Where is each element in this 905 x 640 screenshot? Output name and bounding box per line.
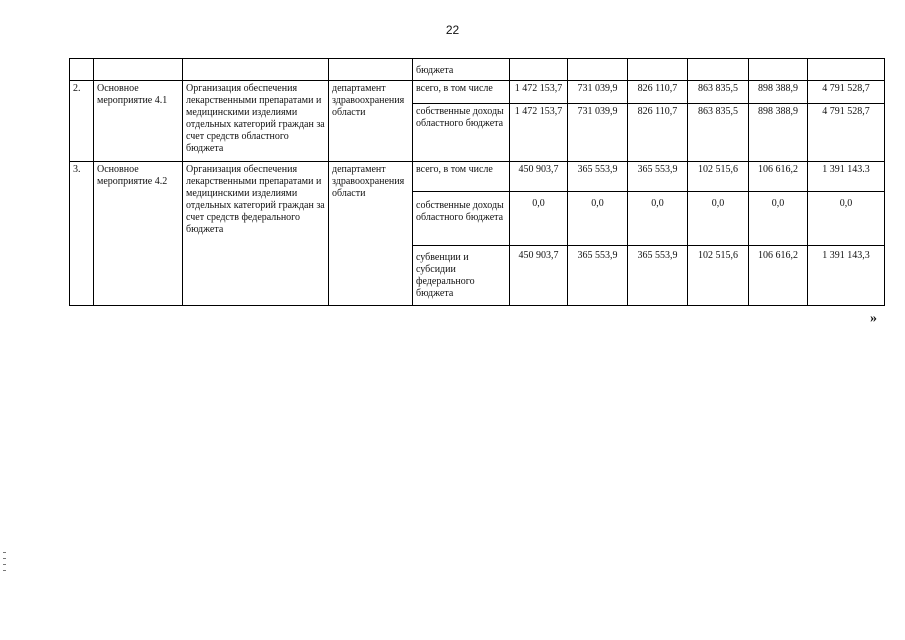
value-cell: 4 791 528,7 xyxy=(808,81,885,104)
measure-name: Основное мероприятие 4.2 xyxy=(94,162,183,306)
value-cell: 0,0 xyxy=(749,192,808,246)
table-row xyxy=(70,81,885,104)
value-cell: 731 039,9 xyxy=(568,81,628,104)
source-cell: собственные доходы областного бюджета xyxy=(413,104,510,162)
value-cell: 1 391 143,3 xyxy=(808,246,885,306)
value-cell: 0,0 xyxy=(808,192,885,246)
scan-margin-marks xyxy=(3,552,6,578)
row-index: 3. xyxy=(70,162,94,306)
value-cell: 0,0 xyxy=(510,192,568,246)
row-index: 2. xyxy=(70,81,94,162)
source-cell: субвенции и субсидии федерального бюджета xyxy=(413,246,510,306)
value-cell: 450 903,7 xyxy=(510,246,568,306)
executor: департамент здравоохранения области xyxy=(329,162,413,306)
value-cell: 365 553,9 xyxy=(628,246,688,306)
table-row-continuation xyxy=(70,59,885,81)
value-cell: 365 553,9 xyxy=(568,162,628,192)
source-cell: бюджета xyxy=(413,59,510,81)
value-cell: 102 515,6 xyxy=(688,246,749,306)
measure-description: Организация обеспечения лекарственными препаратами и медицинскими изделиями отдельных категорий граждан за счет средств областного бюджета xyxy=(183,81,329,162)
value-cell: 826 110,7 xyxy=(628,81,688,104)
value-cell: 0,0 xyxy=(628,192,688,246)
value-cell: 102 515,6 xyxy=(688,162,749,192)
value-cell: 106 616,2 xyxy=(749,162,808,192)
value-cell: 898 388,9 xyxy=(749,104,808,162)
value-cell: 4 791 528,7 xyxy=(808,104,885,162)
value-cell: 1 472 153,7 xyxy=(510,104,568,162)
value-cell: 0,0 xyxy=(688,192,749,246)
executor: департамент здравоохранения области xyxy=(329,81,413,162)
value-cell: 365 553,9 xyxy=(628,162,688,192)
value-cell: 1 472 153,7 xyxy=(510,81,568,104)
value-cell: 863 835,5 xyxy=(688,104,749,162)
closing-quote-mark: » xyxy=(870,311,877,326)
value-cell: 106 616,2 xyxy=(749,246,808,306)
value-cell: 826 110,7 xyxy=(628,104,688,162)
value-cell: 365 553,9 xyxy=(568,246,628,306)
value-cell: 863 835,5 xyxy=(688,81,749,104)
value-cell: 0,0 xyxy=(568,192,628,246)
measure-description: Организация обеспечения лекарственными препаратами и медицинскими изделиями отдельных категорий граждан за счет средств федерального бюджета xyxy=(183,162,329,306)
source-cell: всего, в том числе xyxy=(413,162,510,192)
measure-name: Основное мероприятие 4.1 xyxy=(94,81,183,162)
source-cell: собственные доходы областного бюджета xyxy=(413,192,510,246)
value-cell: 450 903,7 xyxy=(510,162,568,192)
budget-table xyxy=(69,58,885,306)
page-number: 22 xyxy=(445,23,460,37)
value-cell: 1 391 143.3 xyxy=(808,162,885,192)
value-cell: 731 039,9 xyxy=(568,104,628,162)
source-cell: всего, в том числе xyxy=(413,81,510,104)
table-row xyxy=(70,162,885,192)
value-cell: 898 388,9 xyxy=(749,81,808,104)
